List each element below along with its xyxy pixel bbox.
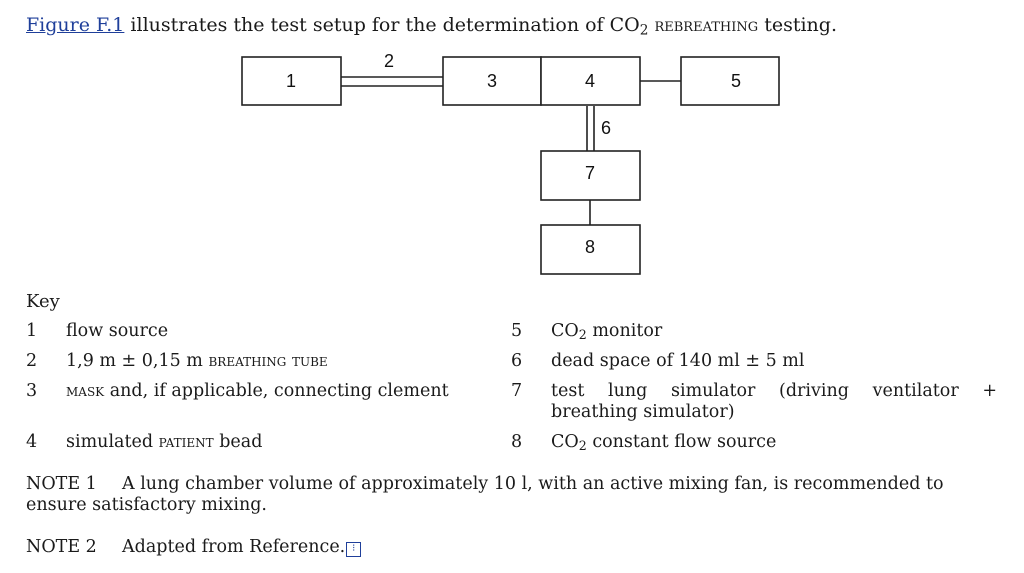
figure-link[interactable]: Figure F.1: [26, 14, 125, 36]
key-number: 5: [511, 321, 523, 341]
key-item-2: [26, 351, 466, 373]
key-number: 2: [26, 351, 38, 371]
key-text: mask and, if applicable, connecting clement: [66, 381, 449, 401]
note-label: NOTE 1: [26, 474, 97, 494]
key-number: 4: [26, 432, 38, 452]
key-item-6: [511, 351, 997, 373]
key-text: simulated patient bead: [66, 432, 263, 452]
note-text: Adapted from Reference.: [122, 537, 346, 557]
intro-term: rebreathing: [648, 14, 759, 36]
key-number: 7: [511, 381, 523, 401]
intro-text: illustrates the test setup for the determination of CO: [124, 14, 640, 36]
intro-text-end: testing.: [758, 14, 837, 36]
reference-link-icon[interactable]: ⁝: [346, 542, 361, 557]
key-item-5: [511, 321, 997, 343]
note-label: NOTE 2: [26, 537, 97, 557]
key-number: 1: [26, 321, 38, 341]
key-item-3: [26, 381, 466, 403]
key-number: 8: [511, 432, 523, 452]
key-title: Key: [26, 291, 60, 312]
note-text: A lung chamber volume of approximately 10 l, with an active mixing fan, is recommended to ensure satisfactory mixing.: [26, 474, 944, 515]
box-3-label: 3: [486, 70, 498, 91]
key-item-7: [511, 381, 997, 425]
box-8-label: 8: [584, 236, 596, 257]
key-text: $CO_2$ constant flow source: [551, 432, 777, 454]
note-2: [26, 537, 998, 558]
key-number: 6: [511, 351, 523, 371]
key-text: dead space of 140 ml ± 5 ml: [551, 351, 805, 371]
box-4-label: 4: [584, 70, 596, 91]
box-7-label: 7: [584, 162, 596, 183]
note-1: [26, 474, 998, 516]
box-5-label: 5: [730, 70, 742, 91]
connector-2-label: 2: [383, 50, 395, 71]
key-item-4: [26, 432, 466, 454]
key-text: test lung simulator (driving ventilator + breathing simulator): [551, 381, 997, 422]
key-text: 1,9 m ± 0,15 m breathing tube: [66, 351, 328, 371]
intro-subscript: 2: [639, 22, 649, 39]
key-item-8: [511, 432, 997, 454]
key-item-1: [26, 321, 466, 343]
connector-6-label: 6: [600, 117, 612, 138]
box-1-label: 1: [285, 70, 297, 91]
key-number: 3: [26, 381, 38, 401]
key-text: $CO_2$ monitor: [551, 321, 663, 343]
key-text: flow source: [66, 321, 169, 341]
